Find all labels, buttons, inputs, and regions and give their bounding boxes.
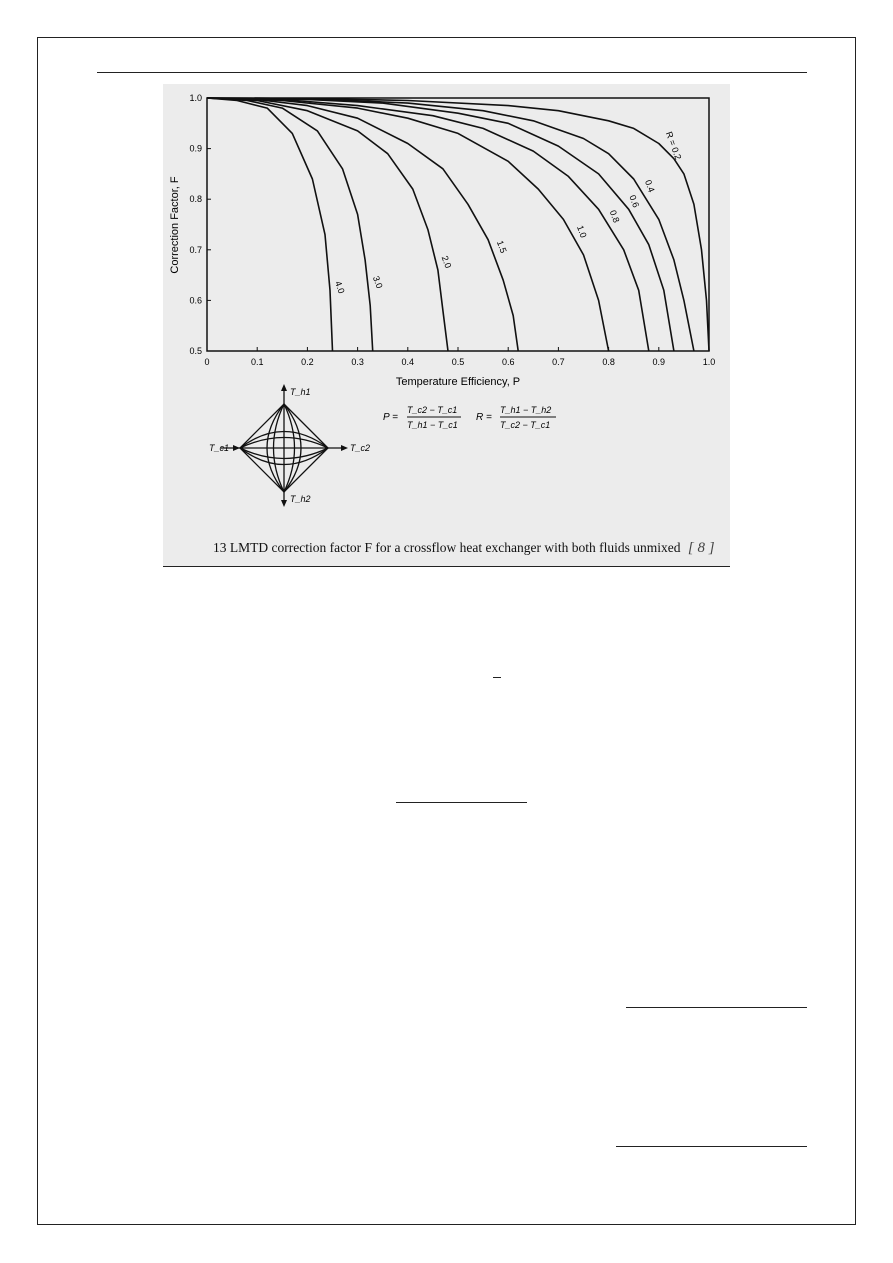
curve-label-6: 2.0 [439, 254, 454, 270]
p-numerator: T_c2 − T_c1 [407, 405, 458, 415]
x-tick-label: 0.9 [652, 357, 666, 367]
curve-series-8 [207, 98, 333, 351]
schematic-grid [221, 387, 345, 504]
y-tick-label: 0.7 [189, 244, 202, 255]
curve-series-6 [207, 98, 448, 351]
x-axis [204, 347, 715, 367]
r-denominator: T_c2 − T_c1 [500, 420, 551, 430]
label-t-h2: T_h2 [290, 494, 311, 504]
p-equation-lhs: P = [383, 412, 398, 423]
y-tick-label: 0.5 [189, 346, 202, 356]
reference-mark: [ 8 ] [687, 540, 715, 556]
curve-label-8: 4.0 [332, 279, 347, 295]
x-axis-label: Temperature Efficiency, P [395, 376, 521, 388]
caption-text: 13 LMTD correction factor F for a crossflow heat exchanger with both fluids unmixed [213, 540, 681, 555]
x-tick-label: 1.0 [702, 357, 716, 367]
x-tick-label: 0.7 [552, 357, 565, 367]
curve-series-0 [207, 98, 709, 351]
curve-series-5 [207, 98, 518, 351]
label-t-c2: T_c2 [350, 443, 371, 453]
x-tick-label: 0.6 [501, 357, 515, 367]
curves [207, 98, 709, 351]
y-tick-label: 0.6 [189, 295, 202, 306]
curve-label-1: 0.4 [642, 178, 657, 194]
fraction-dash [493, 677, 501, 678]
definition-equations [383, 405, 556, 430]
figure-caption [213, 540, 728, 557]
x-tick-label: 0.4 [401, 357, 415, 367]
curve-label-5: 1.5 [494, 239, 509, 255]
y-axis [189, 93, 211, 356]
scanned-figure [163, 84, 730, 567]
label-t-c1: T_c1 [209, 443, 230, 453]
r-numerator: T_h1 − T_h2 [500, 405, 552, 415]
plot-frame [207, 98, 709, 351]
rule-3 [616, 1146, 807, 1147]
curve-label-2: 0.6 [627, 193, 642, 209]
curve-label-3: 0.8 [607, 208, 622, 224]
crossflow-schematic [209, 384, 370, 507]
arrow-c2-icon [341, 445, 348, 451]
p-denominator: T_h1 − T_c1 [407, 420, 458, 430]
x-tick-label: 0.3 [351, 357, 364, 367]
x-tick-label: 0 [204, 357, 210, 367]
curve-series-4 [207, 98, 609, 351]
arrow-h1-icon [281, 384, 287, 391]
x-tick-label: 0.1 [250, 357, 264, 367]
caption-rule [163, 566, 730, 567]
curve-series-7 [207, 98, 373, 351]
label-t-h1: T_h1 [290, 387, 311, 397]
curve-label-0: R = 0.2 [663, 130, 684, 162]
rule-1 [396, 802, 527, 803]
rule-2 [626, 1007, 807, 1008]
correction-factor-chart [163, 84, 730, 567]
y-tick-label: 0.9 [189, 143, 202, 154]
y-tick-label: 0.8 [189, 194, 202, 205]
x-tick-label: 0.5 [451, 357, 465, 367]
r-equation-lhs: R = [476, 412, 492, 423]
header-rule [97, 72, 807, 73]
x-tick-label: 0.2 [301, 357, 314, 367]
curve-series-1 [207, 98, 694, 351]
y-tick-label: 1.0 [189, 93, 202, 103]
arrow-c1-icon [233, 445, 240, 451]
arrow-h2-icon [281, 500, 287, 507]
curve-label-7: 3.0 [370, 274, 385, 290]
x-tick-label: 0.8 [602, 357, 615, 367]
y-axis-label: Correction Factor, F [169, 176, 181, 274]
curve-series-2 [207, 98, 674, 351]
curve-label-4: 1.0 [574, 223, 589, 240]
